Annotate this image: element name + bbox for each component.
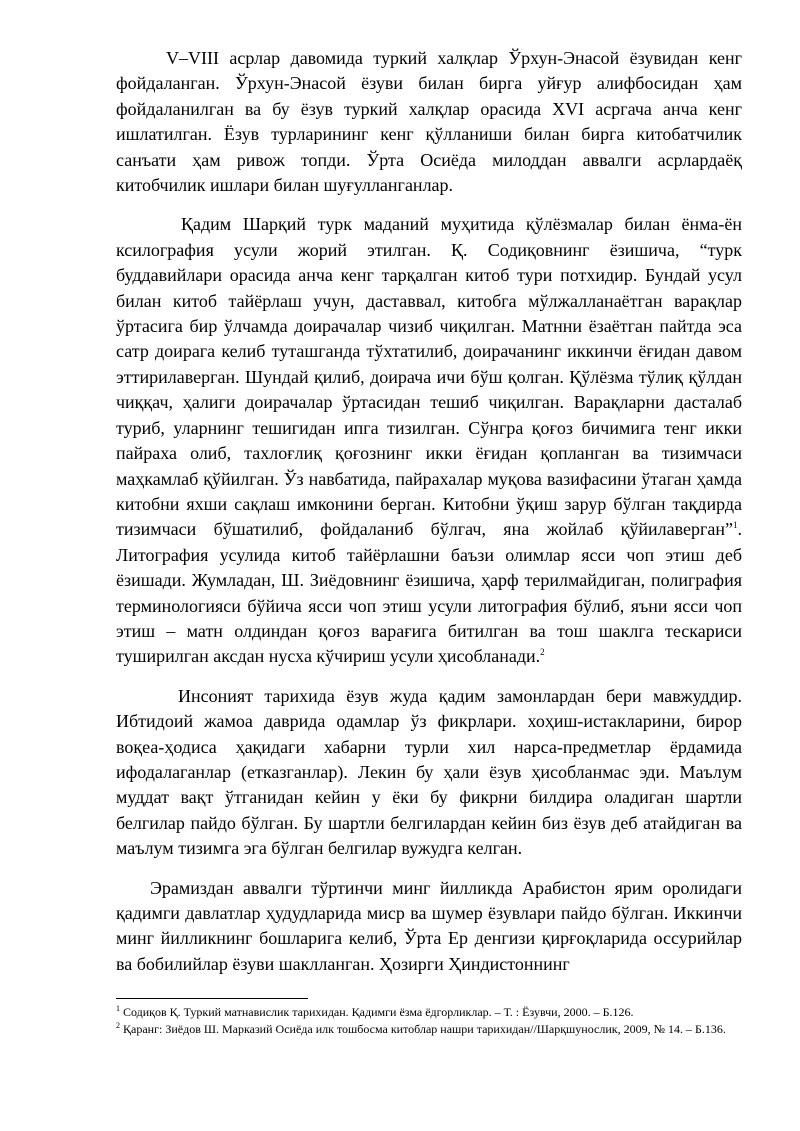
footnote-1 <box>116 1004 742 1021</box>
paragraph-4-text: Эрамиздан аввалги тўртинчи минг йилликда Арабистон ярим оролидаги қадимги давлатлар ҳудудларида миср ва шумер ёзувлари пайдо бўлган. Иккинчи минг йилликнинг бошларига келиб, Ўрта Ер денгизи қирғоқларида оссурийлар ва бобилийлар ёзуви шаклланган. Ҳозирги Ҳиндистоннинг <box>116 877 742 974</box>
footnote-separator <box>116 998 308 999</box>
paragraph-4 <box>116 876 742 978</box>
footnotes <box>116 1004 742 1038</box>
main-text <box>116 46 742 991</box>
paragraph-3-text: Инсоният тарихида ёзув жуда қадим замонлардан бери мавжуддир. Ибтидоий жамоа даврида одамлар ўз фикрлари. хоҳиш-истакларини, бирор воқеа-ҳодиса ҳақидаги хабарни турли хил нарса-предметлар ёрдамида ифодалаганлар (етказганлар). Лекин бу ҳали ёзув ҳисобланмас эди. Маълум муддат вақт ўтганидан кейин у ёки бу фикрни билдира оладиган шартли белгилар пайдо бўлган. Бу шартли белгилардан кейин биз ёзув деб атайдиган ва маълум тизимга эга бўлган белгилар вужудга келган. <box>116 685 742 859</box>
footnote-ref-2[interactable]: 2 <box>540 647 545 658</box>
paragraph-1-text: V–VIII асрлар давомида туркий халқлар Ўрхун-Энасой ёзувидан кенг фойдаланган. Ўрхун-Энасой ёзуви билан бирга уйғур алифбосидан ҳам фойдаланилган ва бу ёзув туркий халқлар орасида XVI асргача анча кенг ишлатилган. Ёзув турларининг кенг қўлланиши билан бирга китобатчилик санъати ҳам ривож топди. Ўрта Осиёда милоддан аввалги асрлардаёқ китобчилик ишлари билан шуғулланганлар. <box>116 48 742 196</box>
footnote-2-text: Қаранг: Зиёдов Ш. Марказий Осиёда илк тошбосма китоблар нашри тарихидан//Шарқшунослик, 2009, № 14. – Б.136. <box>123 1022 726 1036</box>
footnote-1-number: 1 <box>116 1004 120 1013</box>
paragraph-2-text-part-1: Қадим Шарқий турк маданий муҳитида қўлёзмалар билан ёнма-ён ксилография усули жорий этилган. Қ. Содиқовнинг ёзишича, “турк буддавийлари орасида анча кенг тарқалган китоб тури потхидир. Бундай усул билан китоб тайёрлаш учун, даставвал, китобга мўлжалланаётган варақлар ўртасига бир ўлчамда доирачалар чизиб чиқилган. Матнни ёзаётган пайтда эса сатр доирага келиб туташганда тўхтатилиб, доирачанинг иккинчи ёғидан давом эттирилаверган. Шундай қилиб, доирача ичи бўш қолган. Қўлёзма тўлиқ қўлдан чиққач, ҳалиги доирачалар ўртасидан тешиб чиқилган. Варақларни дасталаб туриб, уларнинг тешигидан ипга тизилган. Сўнгра қоғоз бичимига тенг икки пайраха олиб, тахлоғлиқ қоғознинг икки ёғидан қопланган ва тизимчаси маҳкамлаб қўйилган. Ўз навбатида, пайрахалар муқова вазифасини ўтаган ҳамда китобни яхши сақлаш имконини берган. Китобни ўқиш зарур бўлган тақдирда тизимчаси бўшатилиб, фойдаланиб бўлгач, яна жойлаб қўйилаверган” <box>116 214 742 540</box>
footnote-1-text: Содиқов Қ. Туркий матнавислик тарихидан. Қадимги ёзма ёдгорликлар. – Т. : Ёзувчи, 2000. – Б.126. <box>123 1005 634 1019</box>
paragraph-1 <box>116 46 742 198</box>
paragraph-2 <box>116 212 742 669</box>
footnote-2-number: 2 <box>116 1021 120 1030</box>
paragraph-2-text-part-2: . Литография усулида китоб тайёрлашни баъзи олимлар ясси чоп этиш деб ёзишади. Жумладан, Ш. Зиёдовнинг ёзишича, ҳарф терилмайдиган, полиграфия терминологияси бўйича ясси чоп этиш усули литография бўлиб, яъни ясси чоп этиш – матн олдиндан қоғоз варағига битилган ва тош шаклга тескариси туширилган аксдан нусха кўчириш усули ҳисобланади. <box>116 519 742 667</box>
footnote-ref-1[interactable]: 1 <box>733 520 738 531</box>
paragraph-3 <box>116 684 742 862</box>
footnote-2 <box>116 1021 742 1038</box>
